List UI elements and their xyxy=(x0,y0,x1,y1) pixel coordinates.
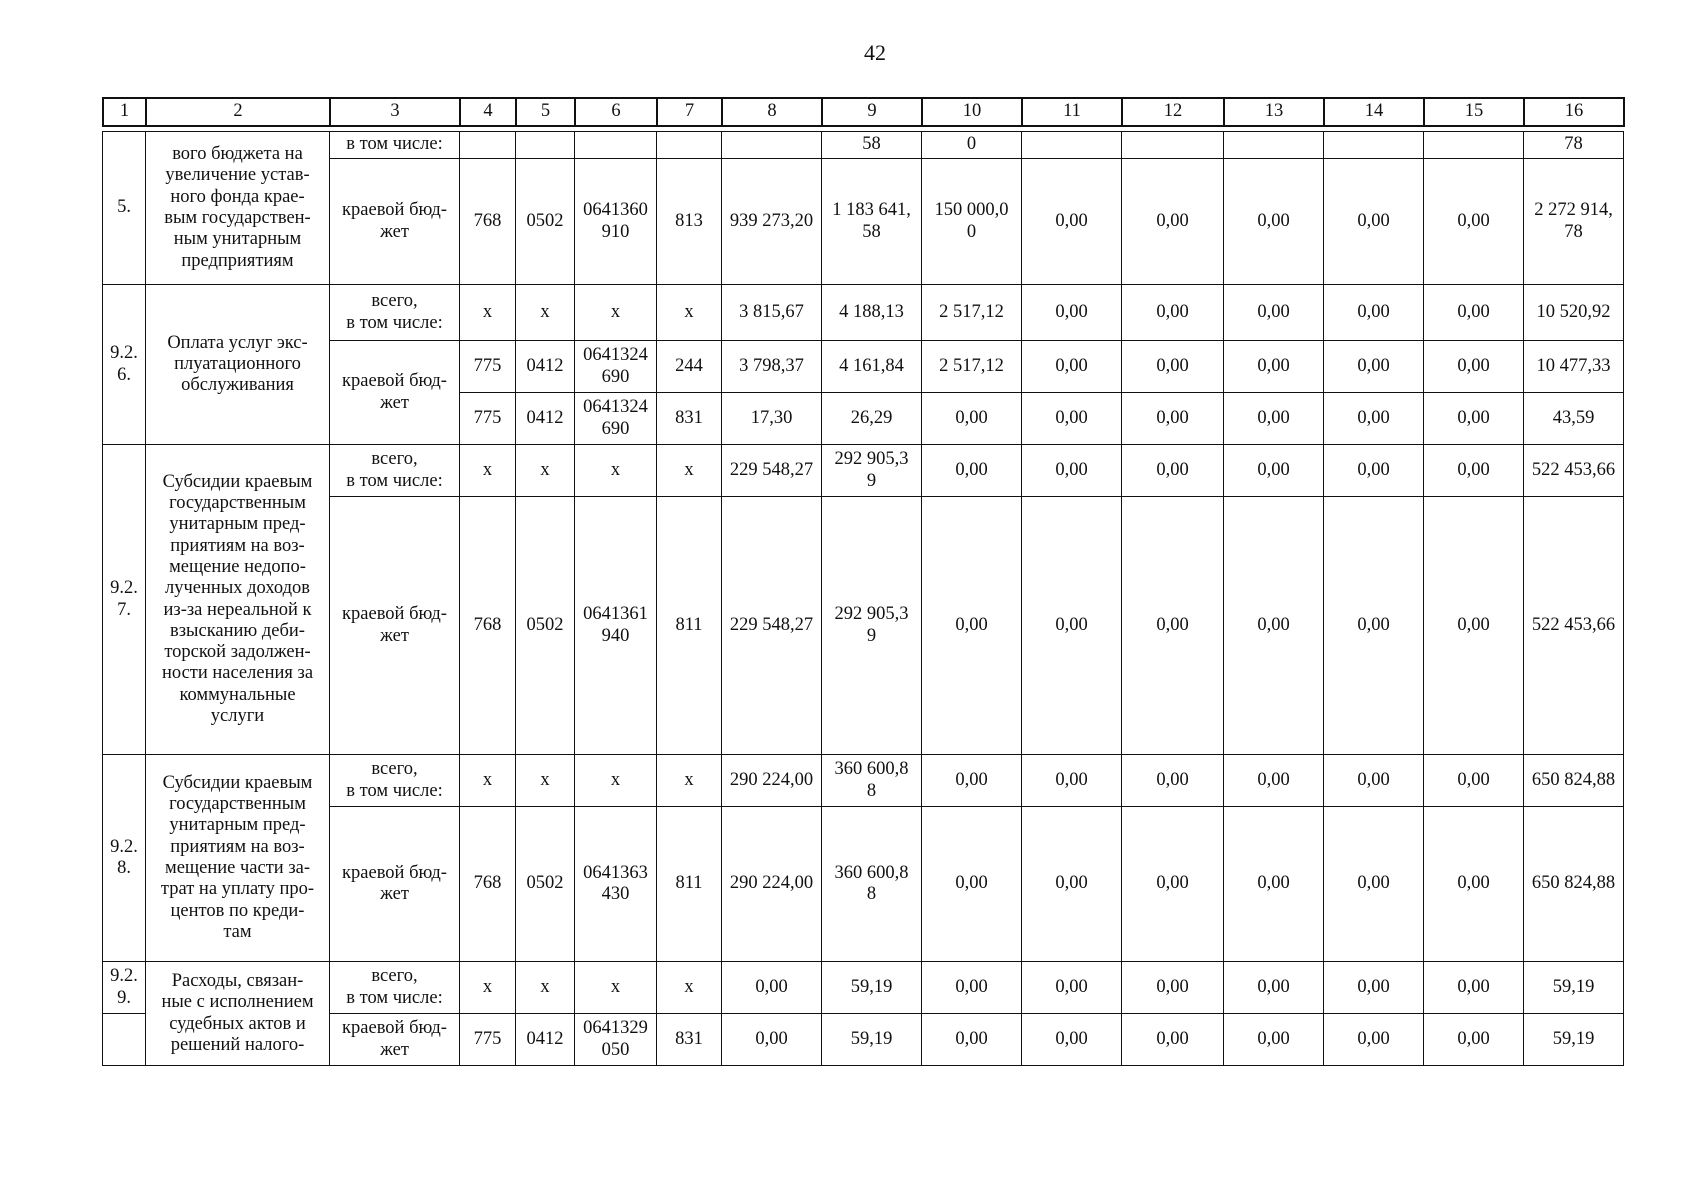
table-cell: 0,00 xyxy=(1122,341,1224,393)
table-cell: 10 520,92 xyxy=(1524,285,1624,341)
column-header: 12 xyxy=(1122,98,1224,126)
row-name: вого бюджета на увеличение устав- ного фонда крае- вым государствен- ным унитарным предприятиям xyxy=(146,132,330,285)
table-cell: 59,19 xyxy=(822,962,922,1014)
row-name: Субсидии краевым государственным унитарным пред- приятиям на воз- мещение недопо- лученных доходов из-за нереальной к взысканию деби- торской задолжен- ности населения за коммунальные услуги xyxy=(146,445,330,755)
table-cell: х xyxy=(575,962,657,1014)
table-cell: 0,00 xyxy=(1122,1014,1224,1066)
table-row xyxy=(103,159,1624,285)
table-cell: 0,00 xyxy=(1424,341,1524,393)
table-cell: 0,00 xyxy=(1022,341,1122,393)
table-cell: 360 600,8 8 xyxy=(822,755,922,807)
table-cell: 0,00 xyxy=(1022,445,1122,497)
table-cell: 0641329 050 xyxy=(575,1014,657,1066)
table-cell: 290 224,00 xyxy=(722,807,822,962)
funding-source: в том числе: xyxy=(330,132,460,159)
table-cell: х xyxy=(516,755,575,807)
table-row xyxy=(103,755,1624,807)
table-cell: 0,00 xyxy=(1324,497,1424,755)
table-cell xyxy=(1224,132,1324,159)
table-cell: 811 xyxy=(657,807,722,962)
table-cell: 0,00 xyxy=(1424,497,1524,755)
table-cell: 59,19 xyxy=(1524,962,1624,1014)
table-cell: х xyxy=(460,962,516,1014)
table-cell: 0,00 xyxy=(1224,497,1324,755)
table-cell: 650 824,88 xyxy=(1524,755,1624,807)
table-cell: 522 453,66 xyxy=(1524,497,1624,755)
row-number: 5. xyxy=(103,132,146,285)
table-row xyxy=(103,962,1624,1014)
table-cell: 0,00 xyxy=(1022,285,1122,341)
table-cell: 43,59 xyxy=(1524,393,1624,445)
table-cell: 0641324 690 xyxy=(575,341,657,393)
row-name: Субсидии краевым государственным унитарным пред- приятиям на воз- мещение части за- трат на уплату про- центов по креди- там xyxy=(146,755,330,962)
table-cell: 1 183 641, 58 xyxy=(822,159,922,285)
budget-table xyxy=(102,131,1624,1066)
table-cell: 768 xyxy=(460,807,516,962)
funding-source: всего, в том числе: xyxy=(330,285,460,341)
table-row xyxy=(103,132,1624,159)
table-cell: 0,00 xyxy=(1022,807,1122,962)
table-cell: 0,00 xyxy=(1022,497,1122,755)
table-cell: 775 xyxy=(460,393,516,445)
table-cell: 831 xyxy=(657,393,722,445)
table-cell: 0,00 xyxy=(1224,159,1324,285)
table-cell: х xyxy=(657,962,722,1014)
table-cell xyxy=(657,132,722,159)
table-cell: 0,00 xyxy=(1324,445,1424,497)
column-header: 3 xyxy=(330,98,460,126)
table-cell: 0412 xyxy=(516,393,575,445)
table-row xyxy=(103,341,1624,393)
table-cell: 0,00 xyxy=(1324,341,1424,393)
funding-source: всего, в том числе: xyxy=(330,962,460,1014)
table-cell: 0,00 xyxy=(1424,285,1524,341)
funding-source: краевой бюд- жет xyxy=(330,159,460,285)
table-cell: 3 798,37 xyxy=(722,341,822,393)
table-cell: х xyxy=(657,285,722,341)
table-cell: 0,00 xyxy=(922,755,1022,807)
table-cell: 0,00 xyxy=(1424,393,1524,445)
table-cell: 59,19 xyxy=(1524,1014,1624,1066)
table-cell: 10 477,33 xyxy=(1524,341,1624,393)
table-cell: 0 xyxy=(922,132,1022,159)
column-header: 7 xyxy=(657,98,722,126)
row-name: Расходы, связан- ные с исполнением судебных актов и решений налого- xyxy=(146,962,330,1066)
table-cell: х xyxy=(575,445,657,497)
table-cell: 0,00 xyxy=(1424,159,1524,285)
table-cell: 2 517,12 xyxy=(922,341,1022,393)
table-cell: х xyxy=(516,962,575,1014)
page-number: 42 xyxy=(864,40,886,65)
table-cell: 0,00 xyxy=(1122,393,1224,445)
table-cell: 768 xyxy=(460,159,516,285)
table-cell: 0,00 xyxy=(1424,755,1524,807)
table-cell: 0502 xyxy=(516,807,575,962)
table-cell: 0,00 xyxy=(1224,393,1324,445)
table-cell: х xyxy=(460,445,516,497)
table-cell: 0,00 xyxy=(1324,807,1424,962)
column-header: 15 xyxy=(1424,98,1524,126)
table-cell: 360 600,8 8 xyxy=(822,807,922,962)
table-cell: х xyxy=(657,755,722,807)
column-header: 13 xyxy=(1224,98,1324,126)
table-cell: 0,00 xyxy=(922,962,1022,1014)
column-header: 10 xyxy=(922,98,1022,126)
table-cell: 0,00 xyxy=(1224,285,1324,341)
table-row xyxy=(103,497,1624,755)
table-cell: 0,00 xyxy=(1122,807,1224,962)
table-cell: 290 224,00 xyxy=(722,755,822,807)
table-cell: 0,00 xyxy=(1324,285,1424,341)
table-cell: 831 xyxy=(657,1014,722,1066)
table-cell: х xyxy=(575,285,657,341)
table-cell: 0,00 xyxy=(922,1014,1022,1066)
table-cell: 0,00 xyxy=(1122,962,1224,1014)
table-cell: х xyxy=(460,285,516,341)
row-name: Оплата услуг экс- плуатационного обслуживания xyxy=(146,285,330,445)
table-cell: 26,29 xyxy=(822,393,922,445)
table-cell: 150 000,0 0 xyxy=(922,159,1022,285)
table-cell: 59,19 xyxy=(822,1014,922,1066)
table-cell: 775 xyxy=(460,1014,516,1066)
table-cell xyxy=(1324,132,1424,159)
table-row xyxy=(103,285,1624,341)
table-cell: 813 xyxy=(657,159,722,285)
row-number: 9.2. 9. xyxy=(103,962,146,1014)
column-header: 14 xyxy=(1324,98,1424,126)
table-cell: 2 272 914, 78 xyxy=(1524,159,1624,285)
funding-source: всего, в том числе: xyxy=(330,445,460,497)
table-cell: 0,00 xyxy=(1022,1014,1122,1066)
table-cell: 939 273,20 xyxy=(722,159,822,285)
column-numbers-row xyxy=(103,98,1624,126)
funding-source: всего, в том числе: xyxy=(330,755,460,807)
table-cell: 0,00 xyxy=(1424,962,1524,1014)
table-cell: 0,00 xyxy=(922,393,1022,445)
table-cell: х xyxy=(516,445,575,497)
table-cell: 4 188,13 xyxy=(822,285,922,341)
table-cell: 0,00 xyxy=(1022,755,1122,807)
table-cell: 768 xyxy=(460,497,516,755)
table-row xyxy=(103,807,1624,962)
table-row xyxy=(103,1014,1624,1066)
table-cell: 0,00 xyxy=(1122,445,1224,497)
table-cell: 2 517,12 xyxy=(922,285,1022,341)
table-cell: 522 453,66 xyxy=(1524,445,1624,497)
funding-source: краевой бюд- жет xyxy=(330,1014,460,1066)
column-header: 4 xyxy=(460,98,516,126)
table-cell: 0502 xyxy=(516,159,575,285)
table-cell: 0,00 xyxy=(1324,962,1424,1014)
column-header: 8 xyxy=(722,98,822,126)
column-header: 11 xyxy=(1022,98,1122,126)
column-header: 6 xyxy=(575,98,657,126)
column-header: 2 xyxy=(146,98,330,126)
table-cell: 0,00 xyxy=(1324,159,1424,285)
row-number: 9.2. 8. xyxy=(103,755,146,962)
table-cell: 4 161,84 xyxy=(822,341,922,393)
table-cell: 0,00 xyxy=(922,445,1022,497)
table-cell xyxy=(516,132,575,159)
table-cell: 244 xyxy=(657,341,722,393)
table-cell xyxy=(460,132,516,159)
funding-source: краевой бюд- жет xyxy=(330,341,460,445)
funding-source: краевой бюд- жет xyxy=(330,807,460,962)
row-number: 9.2. 6. xyxy=(103,285,146,445)
table-cell: 650 824,88 xyxy=(1524,807,1624,962)
table-cell: х xyxy=(460,755,516,807)
table-cell: 0412 xyxy=(516,1014,575,1066)
table-cell: х xyxy=(575,755,657,807)
table-cell: 58 xyxy=(822,132,922,159)
table-cell: 0,00 xyxy=(1022,393,1122,445)
table-cell xyxy=(103,1014,146,1066)
table-cell: 0,00 xyxy=(1324,755,1424,807)
table-cell: 0641360 910 xyxy=(575,159,657,285)
table-row xyxy=(103,445,1624,497)
table-cell: 292 905,3 9 xyxy=(822,497,922,755)
table-cell: 3 815,67 xyxy=(722,285,822,341)
table-cell: 0641363 430 xyxy=(575,807,657,962)
table-cell: х xyxy=(657,445,722,497)
table-cell: 0,00 xyxy=(1022,159,1122,285)
column-header: 9 xyxy=(822,98,922,126)
table-cell: 0,00 xyxy=(1324,393,1424,445)
table-cell: 0,00 xyxy=(1122,755,1224,807)
table-cell: 0,00 xyxy=(1224,755,1324,807)
table-cell: 0,00 xyxy=(1424,807,1524,962)
table-cell: 292 905,3 9 xyxy=(822,445,922,497)
table-cell: 229 548,27 xyxy=(722,497,822,755)
table-cell: 0,00 xyxy=(1122,159,1224,285)
table-cell: 0641361 940 xyxy=(575,497,657,755)
table-cell: 0,00 xyxy=(922,497,1022,755)
table-cell: 0,00 xyxy=(1424,1014,1524,1066)
table-cell: х xyxy=(516,285,575,341)
column-header: 16 xyxy=(1524,98,1624,126)
table-cell: 0641324 690 xyxy=(575,393,657,445)
column-header-table xyxy=(102,97,1625,127)
table-cell: 0,00 xyxy=(1224,445,1324,497)
table-cell: 0412 xyxy=(516,341,575,393)
table-cell: 0,00 xyxy=(1122,285,1224,341)
table-cell: 0502 xyxy=(516,497,575,755)
table-cell xyxy=(575,132,657,159)
table-cell: 229 548,27 xyxy=(722,445,822,497)
table-cell: 775 xyxy=(460,341,516,393)
table-cell: 0,00 xyxy=(722,1014,822,1066)
table-cell: 0,00 xyxy=(922,807,1022,962)
table-cell: 0,00 xyxy=(1424,445,1524,497)
table-cell xyxy=(1122,132,1224,159)
column-header: 1 xyxy=(103,98,146,126)
table-cell: 0,00 xyxy=(1122,497,1224,755)
table-cell: 17,30 xyxy=(722,393,822,445)
table-cell: 0,00 xyxy=(1224,807,1324,962)
table-cell: 0,00 xyxy=(1224,962,1324,1014)
table-cell: 811 xyxy=(657,497,722,755)
table-cell: 0,00 xyxy=(1224,341,1324,393)
table-cell xyxy=(1424,132,1524,159)
table-cell: 0,00 xyxy=(1324,1014,1424,1066)
table-cell: 0,00 xyxy=(1022,962,1122,1014)
table-cell xyxy=(722,132,822,159)
row-number: 9.2. 7. xyxy=(103,445,146,755)
table-cell: 0,00 xyxy=(1224,1014,1324,1066)
table-cell: 0,00 xyxy=(722,962,822,1014)
table-cell: 78 xyxy=(1524,132,1624,159)
table-cell xyxy=(1022,132,1122,159)
column-header: 5 xyxy=(516,98,575,126)
funding-source: краевой бюд- жет xyxy=(330,497,460,755)
